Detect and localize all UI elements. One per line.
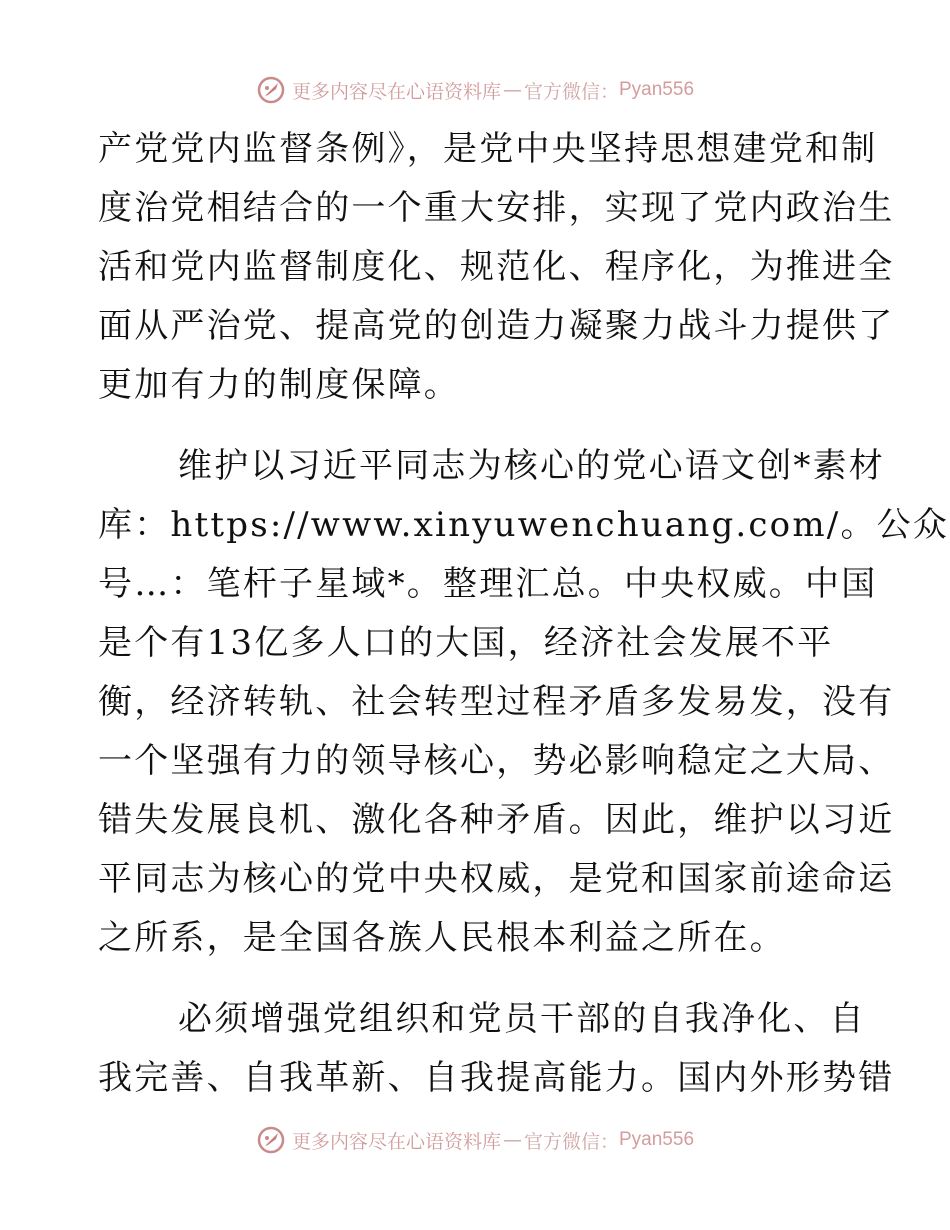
watermark-footer: [0, 1120, 950, 1160]
text-line: 一个坚强有力的领导核心，势必影响稳定之大局、: [98, 741, 895, 781]
text-line: 号…：笔杆子星域*。整理汇总。中央权威。中国: [98, 564, 878, 604]
watermark-wechat-id: Pyan556: [619, 1129, 695, 1150]
text-line: 衡，经济转轨、社会转型过程矛盾多发易发，没有: [98, 682, 895, 722]
watermark-dash: —: [502, 1129, 522, 1151]
text-line: 是个有13亿多人口的大国，经济社会发展不平: [98, 623, 834, 663]
text-line: 平同志为核心的党中央权威，是党和国家前途命运: [98, 859, 895, 899]
watermark-brand: 更多内容尽在心语资料库: [291, 80, 501, 103]
paragraph: [98, 120, 895, 415]
watermark-header: [0, 70, 950, 110]
watermark-wechat-label: 官方微信：: [523, 1130, 619, 1153]
quill-circle-logo-icon: [256, 75, 286, 105]
text-line: 之所系，是全国各族人民根本利益之所在。: [98, 918, 786, 958]
paragraph: [98, 437, 950, 968]
text-line: 面从严治党、提高党的创造力凝聚力战斗力提供了: [98, 306, 895, 346]
document-body: [98, 120, 950, 1108]
text-line: 活和党内监督制度化、规范化、程序化，为推进全: [98, 247, 895, 287]
text-line: 库：https://www.xinyuwenchuang.com/。公众: [98, 505, 950, 545]
text-line: 度治党相结合的一个重大安排，实现了党内政治生: [98, 188, 895, 228]
watermark-wechat-label: 官方微信：: [523, 80, 619, 103]
paragraph-gap: [98, 968, 858, 990]
watermark-brand: 更多内容尽在心语资料库: [291, 1130, 501, 1153]
paragraph-gap: [98, 415, 858, 437]
text-line: 更加有力的制度保障。: [98, 365, 460, 405]
text-line: 我完善、自我革新、自我提高能力。国内外形势错: [98, 1058, 895, 1098]
text-line: 产党党内监督条例》，是党中央坚持思想建党和制: [98, 129, 878, 169]
quill-circle-logo-icon: [256, 1125, 286, 1155]
watermark-wechat-id: Pyan556: [619, 79, 695, 100]
paragraph: [98, 990, 895, 1108]
text-line: 必须增强党组织和党员干部的自我净化、自: [178, 999, 866, 1039]
watermark-dash: —: [502, 79, 522, 101]
text-line: 维护以习近平同志为核心的党心语文创*素材: [178, 446, 885, 486]
text-line: 错失发展良机、激化各种矛盾。因此，维护以习近: [98, 800, 895, 840]
